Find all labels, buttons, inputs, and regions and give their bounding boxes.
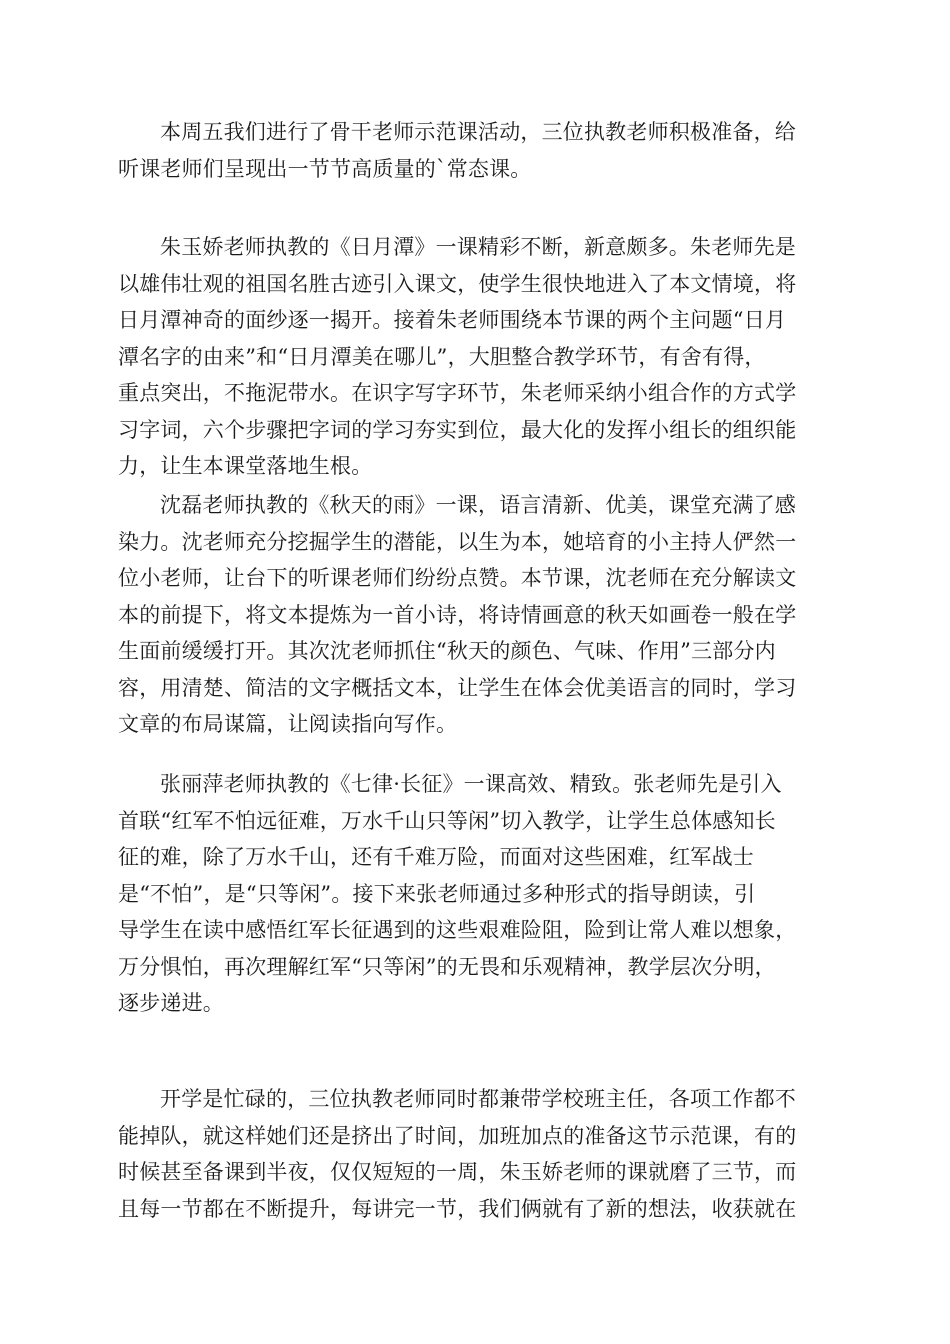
- text-line: 重点突出，不拖泥带水。在识字写字环节，朱老师采纳小组合作的方式学: [118, 381, 797, 405]
- text-line: 能掉队，就这样她们还是挤出了时间，加班加点的准备这节示范课，有的: [118, 1123, 797, 1148]
- text-line: 文章的布局谋篇，让阅读指向写作。: [118, 712, 458, 736]
- text-line: 沈磊老师执教的《秋天的雨》一课，语言清新、优美，课堂充满了感: [160, 493, 796, 517]
- text-line: 逐步递进。: [118, 991, 224, 1015]
- text-line: 听课老师们呈现出一节节高质量的`常态课。: [118, 156, 532, 181]
- text-line: 导学生在读中感悟红军长征遇到的这些艰难险阻，险到让常人难以想象，: [118, 918, 797, 942]
- text-line: 生面前缓缓打开。其次沈老师抓住“秋天的颜色、气味、作用”三部分内: [118, 639, 776, 663]
- text-line: 位小老师，让台下的听课老师们纷纷点赞。本节课，沈老师在充分解读文: [118, 566, 797, 590]
- text-line: 首联“红军不怕远征难，万水千山只等闲”切入教学，让学生总体感知长: [118, 808, 776, 833]
- text-line: 万分惧怕，再次理解红军“只等闲”的无畏和乐观精神，教学层次分明，: [118, 954, 776, 979]
- text-line: 开学是忙碌的，三位执教老师同时都兼带学校班主任，各项工作都不: [160, 1087, 796, 1111]
- paragraph-closing: [118, 1081, 834, 1227]
- text-line: 以雄伟壮观的祖国名胜古迹引入课文，使学生很快地进入了本文情境，将: [118, 271, 797, 296]
- text-line: 习字词，六个步骤把字词的学习夯实到位，最大化的发挥小组长的组织能: [118, 417, 797, 442]
- text-line: 时候甚至备课到半夜，仅仅短短的一周，朱玉娇老师的课就磨了三节，而: [118, 1160, 797, 1184]
- paragraph-shen-lei: [118, 487, 834, 743]
- paragraph-zhang-liping: [118, 766, 834, 1022]
- text-line: 日月潭神奇的面纱逐一揭开。接着朱老师围绕本节课的两个主问题“日月: [118, 308, 787, 332]
- text-line: 本的前提下，将文本提炼为一首小诗，将诗情画意的秋天如画卷一般在学: [118, 602, 797, 627]
- text-line: 容，用清楚、简洁的文字概括文本，让学生在体会优美语言的同时，学习: [118, 675, 797, 700]
- text-line: 且每一节都在不断提升，每讲完一节，我们俩就有了新的想法，收获就在: [118, 1196, 797, 1221]
- paragraph-intro: [118, 114, 834, 187]
- text-line: 潭名字的由来”和“日月潭美在哪儿”，大胆整合教学环节，有舍有得，: [118, 344, 766, 369]
- text-line: 力，让生本课堂落地生根。: [118, 454, 373, 478]
- text-line: 征的难，除了万水千山，还有千难万险，而面对这些困难，红军战士: [118, 845, 754, 869]
- paragraph-zhu-yujiao: [118, 229, 834, 485]
- text-line: 本周五我们进行了骨干老师示范课活动，三位执教老师积极准备，给: [160, 120, 796, 144]
- text-line: 是“不怕”，是“只等闲”。接下来张老师通过多种形式的指导朗读，引: [118, 881, 756, 906]
- text-line: 染力。沈老师充分挖掘学生的潜能，以生为本，她培育的小主持人俨然一: [118, 529, 797, 554]
- text-line: 朱玉娇老师执教的《日月潭》一课精彩不断，新意颇多。朱老师先是: [160, 235, 796, 259]
- text-line: 张丽萍老师执教的《七律·长征》一课高效、精致。张老师先是引入: [160, 772, 782, 796]
